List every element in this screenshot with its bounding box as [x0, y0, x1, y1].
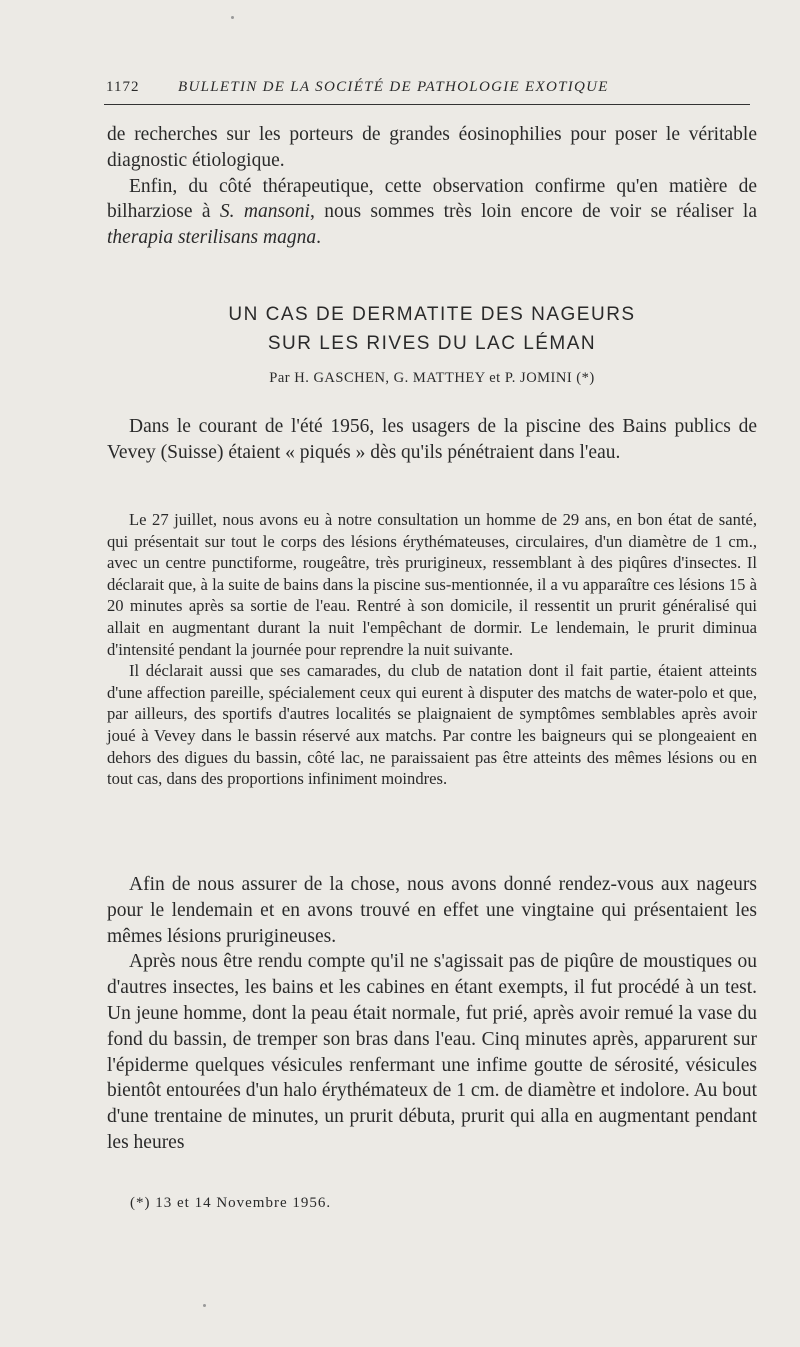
article-title: [107, 300, 757, 358]
page-number: 1172: [106, 79, 140, 95]
intro-p2-text-a: Enfin, du côté thérapeutique, cette observation confirme qu'en matière de bilharziose à: [107, 175, 757, 223]
article-paragraph-5: Après nous être rendu compte qu'il ne s'agissait pas de piqûre de moustiques ou d'autres insectes, les bains et les cabines en étant exempts, il fut procédé à un test. Un jeune homme, dont la peau était normale, fut prié, après avoir remué la vase du fond du bassin, de tremper son bras dans l'eau. Cinq minutes après, apparurent sur l'épiderme quelques vésicules renfermant une infime goutte de sérosité, vésicules bientôt entourées d'un halo érythémateux de 1 cm. de diamètre et indolore. Au bout d'une trentaine de minutes, un prurit débuta, prurit qui alla en augmentant pendant les heures: [107, 951, 757, 1153]
article-opening: [107, 414, 757, 466]
header-rule: [104, 104, 750, 105]
intro-text: [107, 122, 757, 251]
paper-speck: [231, 16, 234, 19]
article-paragraph-3: Il déclarait aussi que ses camarades, du club de natation dont il fait partie, étaient atteints d'une affection pareille, spécialement ceux qui eurent à disputer des matchs de water-polo et que, par ailleurs, des sportifs d'autres localités se plaignaient de symptômes semblables après avoir joué à Vevey dans le bassin réservé aux matchs. Par contre les baigneurs qui se plongeaient en dehors des digues du bassin, côté lac, ne paraissaient pas être atteints des mêmes lésions ou en tout cas, dans des proportions infiniment moindres.: [107, 661, 757, 789]
intro-p2-text-c: .: [316, 227, 321, 249]
article-title-line-1: UN CAS DE DERMATITE DES NAGEURS: [228, 304, 636, 325]
species-name: S. mansoni: [219, 201, 310, 223]
intro-p2-text-b: , nous sommes très loin encore de voir se réaliser la: [309, 201, 757, 223]
article-continuation: [107, 872, 757, 1156]
intro-paragraph-2: [107, 174, 757, 251]
running-head: [106, 76, 750, 100]
article-paragraph-4: Afin de nous assurer de la chose, nous avons donné rendez-vous aux nageurs pour le lendemain et en avons trouvé en effet une vingtaine qui présentaient les mêmes lésions prurigineuses.: [107, 874, 757, 947]
intro-paragraph-1: de recherches sur les porteurs de grandes éosinophilies pour poser le véritable diagnostic étiologique.: [107, 124, 757, 171]
article-paragraph-2: Le 27 juillet, nous avons eu à notre consultation un homme de 29 ans, en bon état de santé, qui présentait sur tout le corps des lésions érythémateuses, circulaires, d'un diamètre de 1 cm., avec un centre punctiforme, rougeâtre, très prurigineux, ressemblant à des piqûres d'insectes. Il déclarait que, à la suite de bains dans la piscine sus-mentionnée, il a vu apparaître ces lésions 15 à 20 minutes après sa sortie de l'eau. Rentré à son domicile, il ressentit un prurit généralisé qui allait en augmentant durant la nuit l'empêchant de dormir. Le lendemain, le prurit diminua d'intensité pendant la journée pour reprendre la nuit suivante.: [107, 510, 757, 659]
latin-phrase: therapia sterilisans magna: [107, 227, 317, 249]
article-paragraph-1: Dans le courant de l'été 1956, les usagers de la piscine des Bains publics de Vevey (Suisse) étaient « piqués » dès qu'ils pénétraient dans l'eau.: [107, 416, 757, 463]
footnote: (*) 13 et 14 Novembre 1956.: [130, 1195, 332, 1211]
paper-speck: [203, 1304, 206, 1307]
journal-title: BULLETIN DE LA SOCIÉTÉ DE PATHOLOGIE EXOTIQUE: [178, 79, 609, 95]
article-case-report: [107, 509, 757, 790]
article-authors: Par H. GASCHEN, G. MATTHEY et P. JOMINI (*): [269, 370, 595, 386]
article-title-line-2: SUR LES RIVES DU LAC LÉMAN: [267, 333, 597, 354]
